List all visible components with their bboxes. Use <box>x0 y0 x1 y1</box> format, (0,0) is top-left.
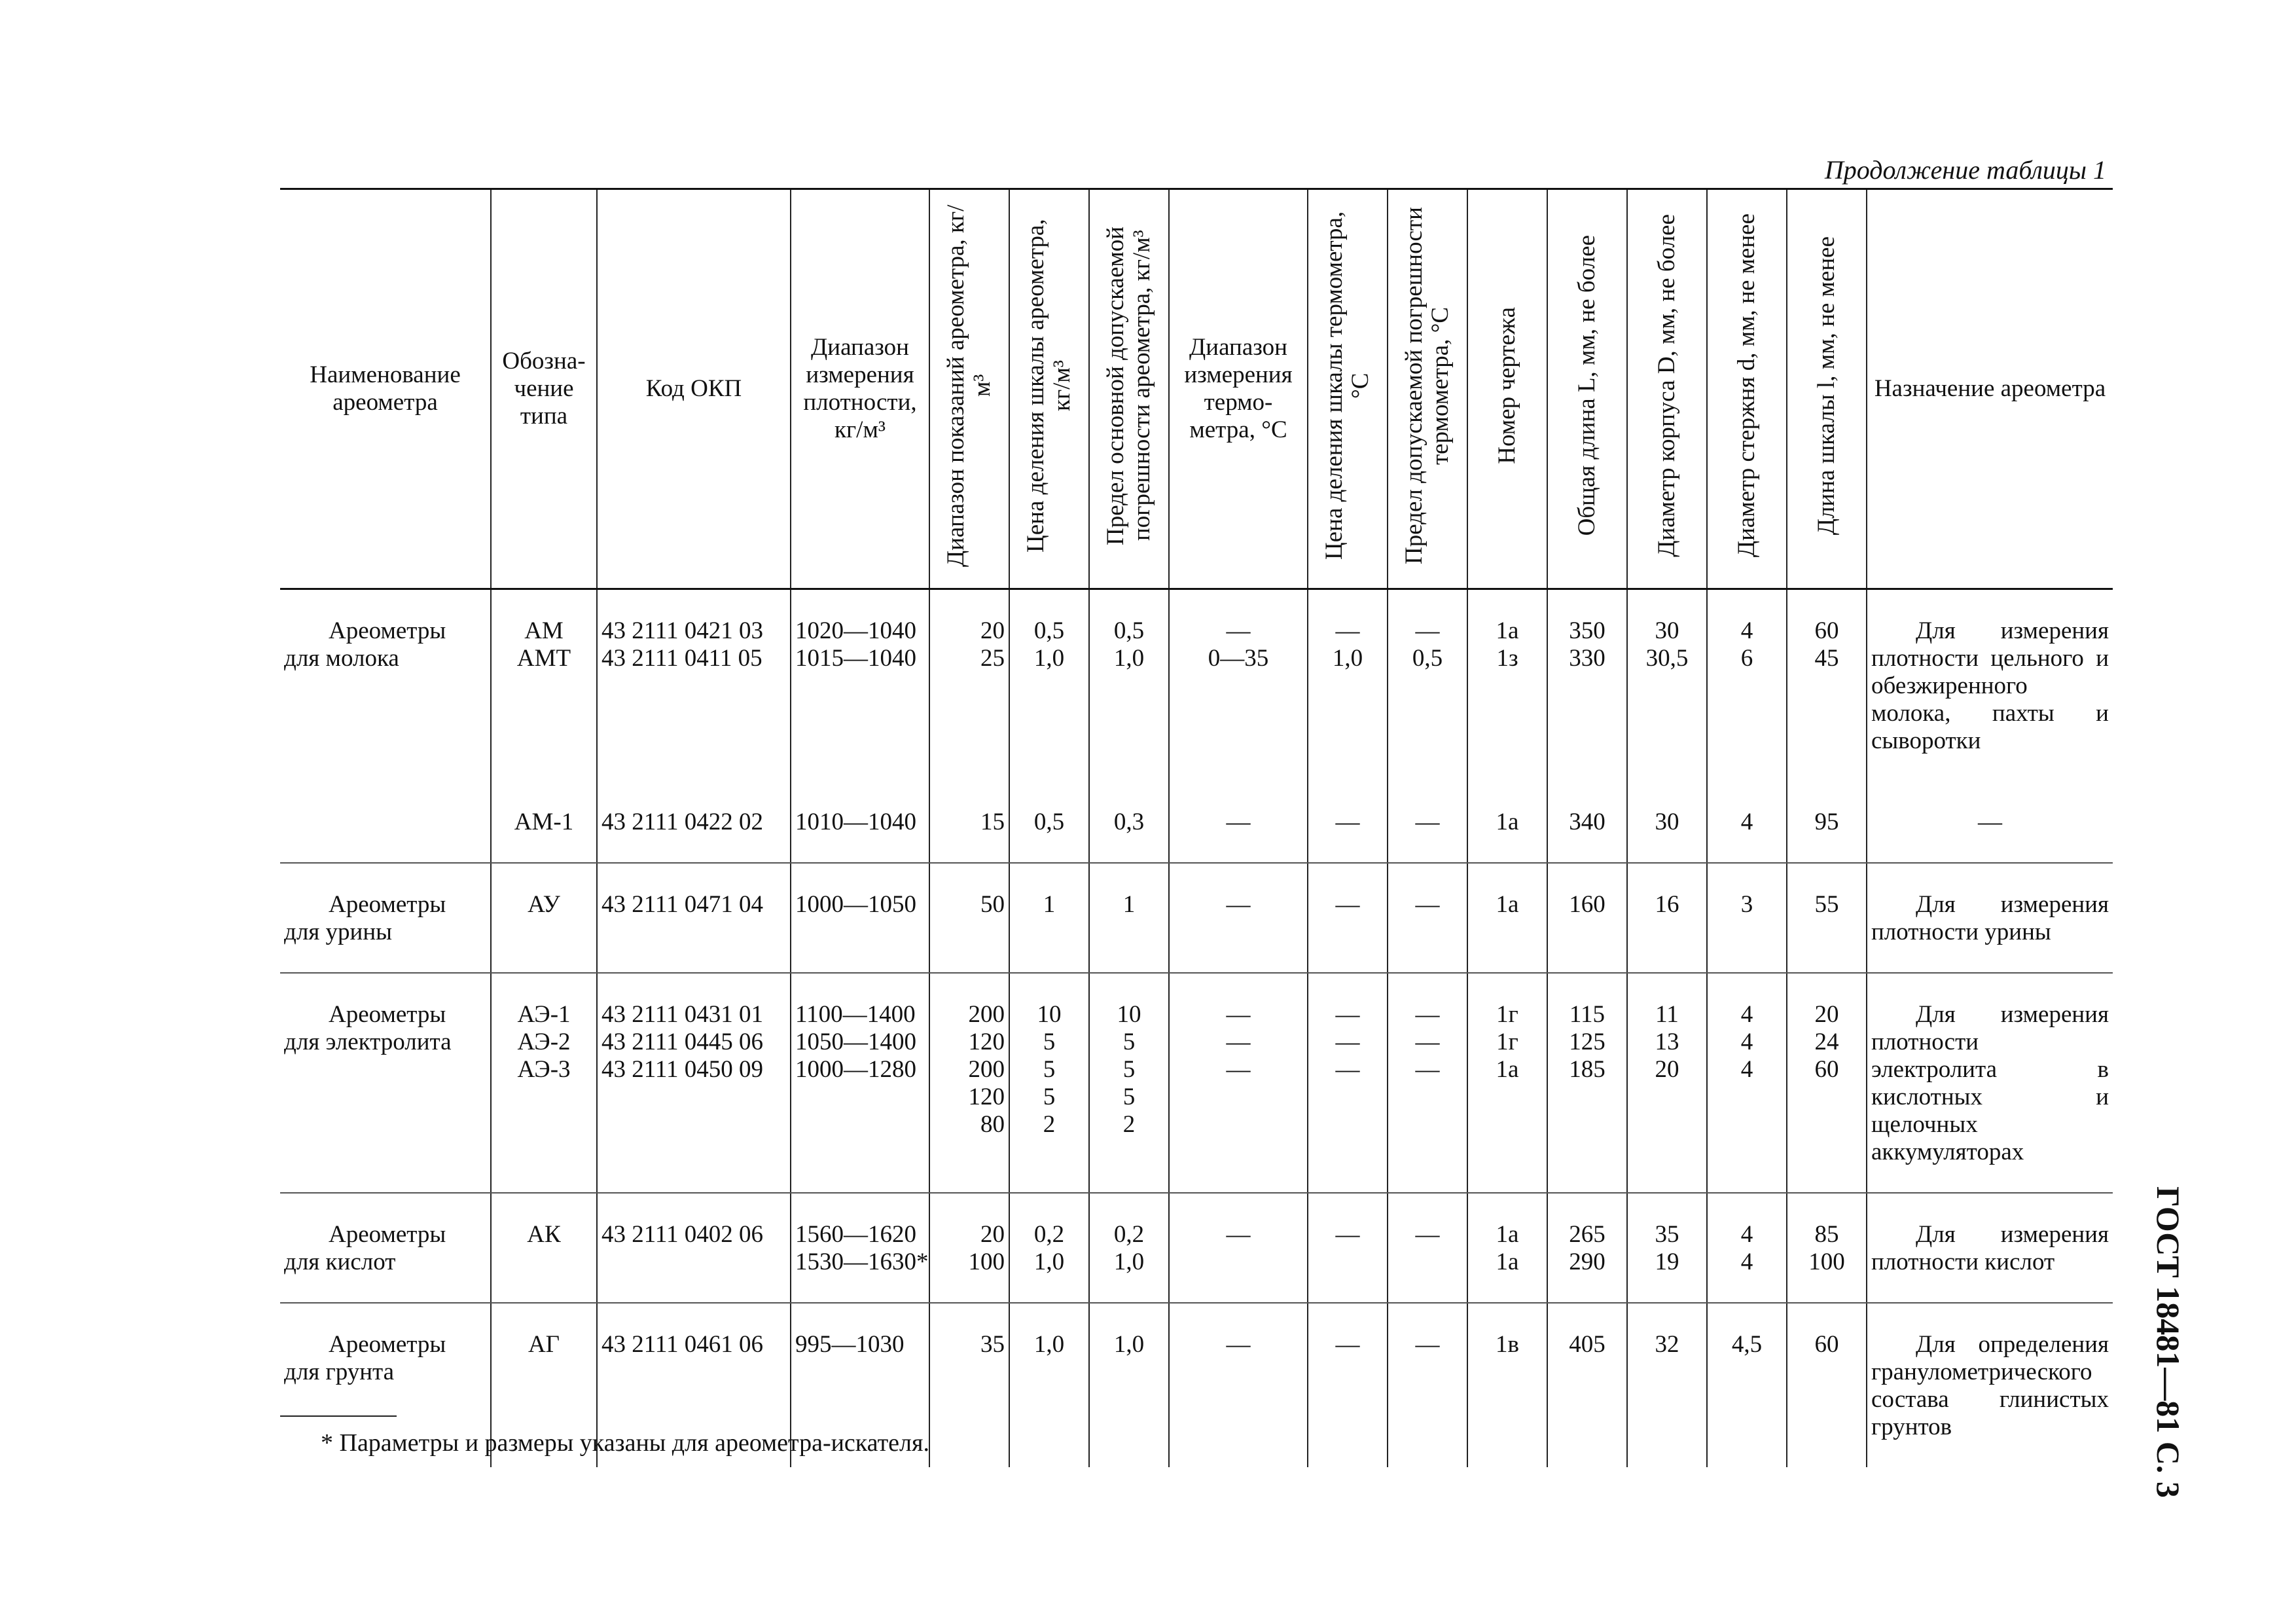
cell-line: 200 <box>968 1001 1005 1028</box>
cell-scale-l <box>1787 781 1867 863</box>
cell-line: — <box>1415 1001 1440 1028</box>
hydrometer-name <box>280 781 491 863</box>
cell-stem-d <box>1707 973 1787 1193</box>
header-scale-length: Длина шкалы l, мм, не менее <box>1787 189 1867 589</box>
cell-line: 4 <box>1740 809 1753 835</box>
cell-error <box>1089 1303 1169 1467</box>
cell-line: 120 <box>968 1084 1005 1110</box>
cell-line: 185 <box>1569 1056 1605 1083</box>
cell-type <box>491 589 597 782</box>
cell-drawing <box>1467 863 1547 973</box>
cell-length <box>1547 781 1627 863</box>
cell-line: — <box>1335 809 1360 835</box>
table-row <box>280 863 2113 973</box>
hydrometer-name: Ареометры для электролита <box>280 973 491 1193</box>
table-row <box>280 589 2113 782</box>
cell-line: 60 <box>1814 617 1839 644</box>
cell-line: 1 <box>1122 891 1136 918</box>
header-length: Общая длина L, мм, не более <box>1547 189 1627 589</box>
header-stem-diameter: Диаметр стержня d, мм, не менее <box>1707 189 1787 589</box>
cell-line: — <box>1415 1331 1440 1358</box>
cell-line: 35 <box>980 1331 1005 1358</box>
cell-line: 200 <box>968 1056 1005 1083</box>
cell-therm-range <box>1169 1303 1308 1467</box>
cell-line: — <box>1335 1221 1360 1248</box>
cell-readings <box>929 1303 1009 1467</box>
document-side-label <box>2139 1178 2198 1506</box>
cell-error <box>1089 973 1169 1193</box>
cell-line: 1100—1400 <box>795 1001 916 1028</box>
cell-line: — <box>1415 1029 1440 1055</box>
cell-line: 30 <box>1655 809 1679 835</box>
cell-line: 0—35 <box>1208 645 1269 672</box>
cell-line: 15 <box>980 809 1005 835</box>
cell-code <box>597 589 791 782</box>
cell-line: 10 <box>1037 1001 1062 1028</box>
group-3 <box>280 1193 2113 1303</box>
cell-line: — <box>1226 891 1251 918</box>
cell-drawing <box>1467 973 1547 1193</box>
cell-body-d <box>1627 973 1707 1193</box>
cell-line: — <box>1226 1331 1251 1358</box>
cell-line: 115 <box>1569 1001 1605 1028</box>
cell-line: 60 <box>1814 1056 1839 1083</box>
cell-readings <box>929 973 1009 1193</box>
cell-therm-range <box>1169 1193 1308 1303</box>
cell-line: 13 <box>1655 1029 1679 1055</box>
cell-range <box>791 863 929 973</box>
cell-line: 995—1030 <box>795 1331 905 1358</box>
cell-drawing <box>1467 1193 1547 1303</box>
cell-drawing <box>1467 781 1547 863</box>
cell-line: 0,5 <box>1033 809 1065 835</box>
cell-scale-l <box>1787 589 1867 782</box>
cell-line: — <box>1335 1029 1360 1055</box>
cell-error <box>1089 1193 1169 1303</box>
cell-line: — <box>1335 1056 1360 1083</box>
cell-line: АЭ-2 <box>517 1029 571 1055</box>
cell-length <box>1547 973 1627 1193</box>
cell-line: 1 <box>1043 891 1056 918</box>
cell-line: 5 <box>1122 1084 1136 1110</box>
cell-line: — <box>1415 1221 1440 1248</box>
header-therm-error: Предел допускаемой погрешности термометра, °С <box>1388 189 1467 589</box>
cell-line: 1а <box>1496 809 1519 835</box>
header-body-diameter: Диаметр корпуса D, мм, не более <box>1627 189 1707 589</box>
cell-line: 1560—1620 <box>795 1221 916 1248</box>
hydrometer-name: Ареометры для урины <box>280 863 491 973</box>
cell-line: 0,5 <box>1113 617 1145 644</box>
cell-purpose: Для измерения плотности цельного и обезжиренного молока, пахты и сыворотки <box>1867 589 2113 782</box>
cell-error <box>1089 863 1169 973</box>
cell-therm-err <box>1388 1303 1467 1467</box>
cell-line: 1,0 <box>1113 645 1145 672</box>
cell-line: АМТ <box>516 645 571 672</box>
cell-line: 1020—1040 <box>795 617 916 644</box>
standard-page-label: ГОСТ 18481—81 С. 3 <box>2150 1186 2187 1498</box>
cell-type <box>491 863 597 973</box>
cell-therm-range <box>1169 973 1308 1193</box>
cell-division <box>1009 589 1089 782</box>
cell-line: 0,5 <box>1033 617 1065 644</box>
cell-therm-err <box>1388 863 1467 973</box>
cell-line: 1а <box>1496 1056 1519 1083</box>
cell-line: АУ <box>528 891 560 918</box>
header-readings: Диапазон показаний ареометра, кг/м³ <box>929 189 1009 589</box>
cell-therm-div <box>1308 1193 1388 1303</box>
cell-line: 5 <box>1043 1029 1056 1055</box>
cell-code <box>597 1193 791 1303</box>
footnote-rule <box>280 1415 397 1417</box>
cell-purpose: — <box>1867 781 2113 863</box>
cell-body-d <box>1627 781 1707 863</box>
cell-line: 55 <box>1814 891 1839 918</box>
cell-code <box>597 973 791 1193</box>
cell-line: 43 2111 0471 04 <box>601 891 764 918</box>
cell-division <box>1009 1193 1089 1303</box>
cell-type <box>491 1193 597 1303</box>
table-row <box>280 781 2113 863</box>
cell-line: — <box>1415 891 1440 918</box>
cell-line: — <box>1226 1001 1251 1028</box>
cell-line: 16 <box>1655 891 1679 918</box>
cell-line: 1,0 <box>1113 1249 1145 1275</box>
cell-line: 1050—1400 <box>795 1029 916 1055</box>
cell-division <box>1009 973 1089 1193</box>
hydrometer-table <box>280 188 2113 1467</box>
cell-line: 45 <box>1814 645 1839 672</box>
cell-line: 85 <box>1814 1221 1839 1248</box>
cell-scale-l <box>1787 1193 1867 1303</box>
cell-line: 32 <box>1655 1331 1679 1358</box>
cell-line: 100 <box>1808 1249 1845 1275</box>
cell-line: 43 2111 0411 05 <box>601 645 762 672</box>
cell-line: 20 <box>1655 1056 1679 1083</box>
cell-type <box>491 973 597 1193</box>
cell-line: АЭ-1 <box>517 1001 571 1028</box>
cell-division <box>1009 781 1089 863</box>
header-purpose: Назначение ареометра <box>1867 189 2113 589</box>
cell-line: 1530—1630* <box>795 1249 929 1275</box>
cell-line: 1а <box>1496 891 1519 918</box>
cell-line: 43 2111 0461 06 <box>601 1331 764 1358</box>
table-row <box>280 973 2113 1193</box>
header-code: Код ОКП <box>597 189 791 589</box>
cell-line: 1г <box>1496 1029 1518 1055</box>
hydrometer-name: Ареометры для кислот <box>280 1193 491 1303</box>
cell-length <box>1547 863 1627 973</box>
header-range: Диапазон измерения плотности, кг/м³ <box>791 189 929 589</box>
cell-line: — <box>1226 809 1251 835</box>
cell-therm-range <box>1169 589 1308 782</box>
cell-drawing <box>1467 1303 1547 1467</box>
cell-therm-div <box>1308 1303 1388 1467</box>
header-name: Наименование ареометра <box>280 189 491 589</box>
cell-line: — <box>1335 1331 1360 1358</box>
cell-readings <box>929 863 1009 973</box>
cell-line: 1,0 <box>1113 1331 1145 1358</box>
cell-line: 1,0 <box>1033 645 1065 672</box>
cell-purpose: Для измерения плотности электролита в кислотных и щелочных аккумуляторах <box>1867 973 2113 1193</box>
cell-therm-div <box>1308 973 1388 1193</box>
cell-line: 19 <box>1655 1249 1679 1275</box>
cell-range <box>791 781 929 863</box>
cell-division <box>1009 1303 1089 1467</box>
header-therm-division: Цена деления шкалы термометра, °С <box>1308 189 1388 589</box>
cell-line: 24 <box>1814 1029 1839 1055</box>
cell-body-d <box>1627 1303 1707 1467</box>
cell-scale-l <box>1787 863 1867 973</box>
cell-range <box>791 973 929 1193</box>
cell-therm-err <box>1388 589 1467 782</box>
cell-therm-err <box>1388 1193 1467 1303</box>
cell-readings <box>929 589 1009 782</box>
cell-line: 330 <box>1569 645 1605 672</box>
cell-line: 405 <box>1569 1331 1605 1358</box>
cell-line: — <box>1335 891 1360 918</box>
cell-line: 1010—1040 <box>795 809 916 835</box>
cell-stem-d <box>1707 589 1787 782</box>
cell-length <box>1547 589 1627 782</box>
cell-line: — <box>1415 809 1440 835</box>
footnote: * Параметры и размеры указаны для ареометра-искателя. <box>321 1429 929 1457</box>
cell-line: — <box>1226 1029 1251 1055</box>
cell-line: 20 <box>980 617 1005 644</box>
cell-line: 4 <box>1740 1001 1753 1028</box>
cell-line: 6 <box>1740 645 1753 672</box>
cell-therm-range <box>1169 781 1308 863</box>
cell-error <box>1089 781 1169 863</box>
cell-line: 43 2111 0450 09 <box>601 1056 764 1083</box>
cell-line: 11 <box>1655 1001 1679 1028</box>
cell-stem-d <box>1707 863 1787 973</box>
cell-line: — <box>1226 1221 1251 1248</box>
group-1 <box>280 863 2113 973</box>
cell-line: 4 <box>1740 617 1753 644</box>
cell-line: 120 <box>968 1029 1005 1055</box>
cell-purpose: Для определения гранулометрического состава глинистых грунтов <box>1867 1303 2113 1467</box>
cell-line: 160 <box>1569 891 1605 918</box>
cell-line: 1000—1280 <box>795 1056 916 1083</box>
cell-body-d <box>1627 863 1707 973</box>
cell-line: 5 <box>1122 1056 1136 1083</box>
cell-line: 340 <box>1569 809 1605 835</box>
cell-line: 0,3 <box>1113 809 1145 835</box>
cell-line: 5 <box>1122 1029 1136 1055</box>
cell-line: АМ-1 <box>514 809 574 835</box>
cell-line: 1000—1050 <box>795 891 916 918</box>
cell-line: 350 <box>1569 617 1605 644</box>
cell-stem-d <box>1707 1193 1787 1303</box>
cell-line: 1а <box>1496 1221 1519 1248</box>
cell-therm-div <box>1308 781 1388 863</box>
cell-line: 43 2111 0431 01 <box>601 1001 764 1028</box>
cell-error <box>1089 589 1169 782</box>
table-row <box>280 1193 2113 1303</box>
cell-readings <box>929 781 1009 863</box>
cell-therm-div <box>1308 863 1388 973</box>
cell-scale-l <box>1787 973 1867 1193</box>
cell-line: 43 2111 0445 06 <box>601 1029 764 1055</box>
cell-line: 35 <box>1655 1221 1679 1248</box>
hydrometer-name: Ареометры для грунта <box>280 1303 491 1467</box>
cell-line: 1а <box>1496 617 1519 644</box>
cell-line: 30 <box>1655 617 1679 644</box>
cell-line: 43 2111 0422 02 <box>601 809 764 835</box>
cell-purpose: Для измерения плотности кислот <box>1867 1193 2113 1303</box>
cell-range <box>791 1193 929 1303</box>
cell-line: 43 2111 0421 03 <box>601 617 764 644</box>
table-caption: Продолжение таблицы 1 <box>1824 155 2106 185</box>
cell-line: 3 <box>1740 891 1753 918</box>
cell-line: 0,5 <box>1412 645 1443 672</box>
header-error: Предел основной допускаемой погрешности ареометра, кг/м³ <box>1089 189 1169 589</box>
cell-line: 50 <box>980 891 1005 918</box>
cell-line: 20 <box>980 1221 1005 1248</box>
cell-line: 1в <box>1496 1331 1519 1358</box>
cell-line: 80 <box>980 1111 1005 1138</box>
cell-division <box>1009 863 1089 973</box>
cell-line: 100 <box>968 1249 1005 1275</box>
cell-line: 95 <box>1814 809 1839 835</box>
cell-type <box>491 781 597 863</box>
cell-range <box>791 589 929 782</box>
cell-code <box>597 863 791 973</box>
cell-line: 5 <box>1043 1084 1056 1110</box>
header-division: Цена деления шкалы ареометра, кг/м³ <box>1009 189 1089 589</box>
cell-line: — <box>1335 617 1360 644</box>
cell-line: 4,5 <box>1731 1331 1763 1358</box>
header-row <box>280 189 2113 589</box>
cell-line: АК <box>527 1221 561 1248</box>
cell-therm-err <box>1388 781 1467 863</box>
cell-therm-err <box>1388 973 1467 1193</box>
cell-length <box>1547 1193 1627 1303</box>
cell-line: 1з <box>1496 645 1518 672</box>
cell-line: 1а <box>1496 1249 1519 1275</box>
cell-line: 30,5 <box>1645 645 1689 672</box>
cell-line: АГ <box>528 1331 560 1358</box>
cell-line: АЭ-3 <box>517 1056 571 1083</box>
cell-line: 2 <box>1043 1111 1056 1138</box>
cell-line: 4 <box>1740 1056 1753 1083</box>
cell-line: 0,2 <box>1033 1221 1065 1248</box>
header-drawing: Номер чертежа <box>1467 189 1547 589</box>
cell-line: 25 <box>980 645 1005 672</box>
cell-line: 60 <box>1814 1331 1839 1358</box>
cell-stem-d <box>1707 1303 1787 1467</box>
cell-line: — <box>1335 1001 1360 1028</box>
header-type: Обозна- чение типа <box>491 189 597 589</box>
cell-line: 265 <box>1569 1221 1605 1248</box>
cell-line: 0,2 <box>1113 1221 1145 1248</box>
cell-line: 125 <box>1569 1029 1605 1055</box>
cell-line: 1,0 <box>1033 1331 1065 1358</box>
cell-line: 290 <box>1569 1249 1605 1275</box>
group-2 <box>280 973 2113 1193</box>
cell-stem-d <box>1707 781 1787 863</box>
cell-drawing <box>1467 589 1547 782</box>
cell-therm-range <box>1169 863 1308 973</box>
cell-line: 5 <box>1043 1056 1056 1083</box>
cell-line: 1г <box>1496 1001 1518 1028</box>
cell-line: АМ <box>524 617 564 644</box>
cell-line: 4 <box>1740 1029 1753 1055</box>
cell-line: 4 <box>1740 1249 1753 1275</box>
cell-line: 20 <box>1814 1001 1839 1028</box>
cell-line: 2 <box>1122 1111 1136 1138</box>
group-0 <box>280 589 2113 864</box>
cell-length <box>1547 1303 1627 1467</box>
cell-line: — <box>1226 617 1251 644</box>
cell-line: — <box>1415 1056 1440 1083</box>
cell-purpose: Для измерения плотности урины <box>1867 863 2113 973</box>
cell-scale-l <box>1787 1303 1867 1467</box>
header-therm-range: Диапазон измерения термо- метра, °С <box>1169 189 1308 589</box>
cell-line: 4 <box>1740 1221 1753 1248</box>
cell-readings <box>929 1193 1009 1303</box>
cell-code <box>597 781 791 863</box>
cell-line: 1,0 <box>1033 1249 1065 1275</box>
cell-line: 43 2111 0402 06 <box>601 1221 764 1248</box>
cell-body-d <box>1627 1193 1707 1303</box>
hydrometer-name: Ареометры для молока <box>280 589 491 782</box>
cell-line: 10 <box>1117 1001 1141 1028</box>
cell-line: 1015—1040 <box>795 645 916 672</box>
cell-line: 1,0 <box>1332 645 1363 672</box>
cell-line: — <box>1226 1056 1251 1083</box>
cell-line: — <box>1415 617 1440 644</box>
cell-therm-div <box>1308 589 1388 782</box>
cell-body-d <box>1627 589 1707 782</box>
